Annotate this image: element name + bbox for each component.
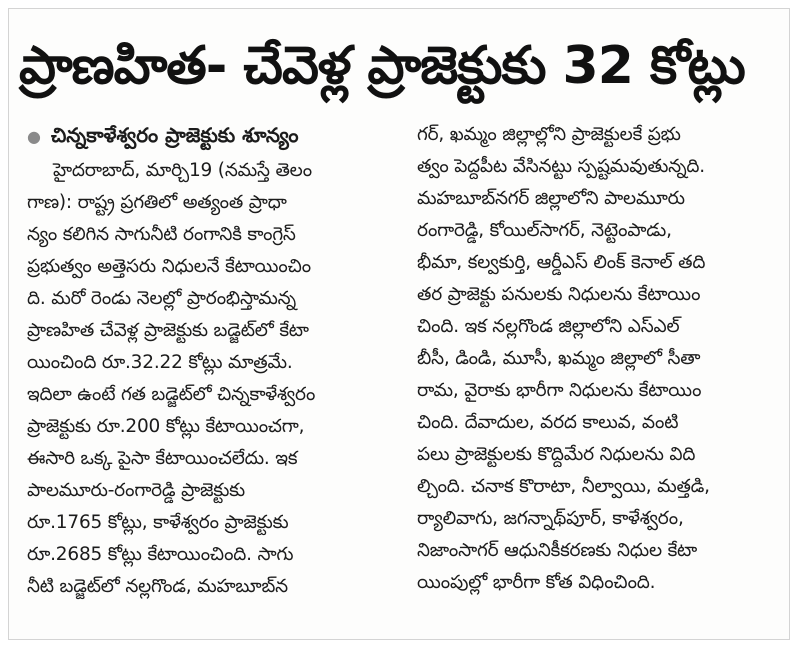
body-line: పాలమూరు-రంగారెడ్డి ప్రాజెక్టుకు — [27, 480, 246, 501]
bullet-icon: ● — [27, 127, 41, 146]
body-line: నీటి బడ్జెట్‌లో నల్లగొండ, మహబూబ్‌న — [27, 576, 288, 597]
column-left — [27, 119, 402, 603]
body-line: యించింది రూ.32.22 కోట్లు మాత్రమే. — [27, 352, 293, 373]
body-line: చింది. దేవాదుల, వరద కాలువ, వంటి — [417, 412, 679, 433]
body-line: గాణ): రాష్ట్ర ప్రగతిలో అత్యంత ప్రాధా — [27, 192, 287, 213]
article-columns — [9, 113, 791, 633]
body-line: గర్, ఖమ్మం జిల్లాల్లోని ప్రాజెక్టులకే ప్రభు — [417, 124, 681, 145]
body-line: ప్రాజెక్టుకు రూ.200 కోట్లు కేటాయించగా, — [27, 416, 305, 437]
body-line: ల్చింది. చనాక కొరాటా, నీల్వాయి, మత్తడి, — [417, 476, 710, 497]
body-line: చింది. ఇక నల్లగొండ జిల్లాలోని ఎస్‌ఎల్ — [417, 316, 680, 337]
right-body — [417, 119, 775, 599]
body-line: త్వం పెద్దపీట వేసినట్టు స్పష్టమవుతున్నది. — [417, 156, 705, 177]
subheading — [27, 119, 402, 151]
body-line: ప్రభుత్వం అత్తెసరు నిధులనే కేటాయించిం — [27, 256, 311, 277]
body-line: మహబూబ్‌నగర్ జిల్లాలోని పాలమూరు — [417, 188, 685, 209]
body-line: రూ.1765 కోట్లు, కాళేశ్వరం ప్రాజెక్టుకు — [27, 512, 289, 533]
left-body — [27, 155, 402, 603]
body-line: బీసీ, డిండి, మూసీ, ఖమ్మం జిల్లాలో సీతా — [417, 348, 701, 369]
body-line: ర్యాలివాగు, జగన్నాథ్‌పూర్, కాళేశ్వరం, — [417, 508, 684, 529]
body-line: రంగారెడ్డి, కోయిల్‌సాగర్, నెట్టెంపాడు, — [417, 220, 672, 241]
column-right — [417, 119, 775, 599]
body-line: తర ప్రాజెక్టు పనులకు నిధులను కేటాయిం — [417, 284, 701, 305]
body-line: ఈసారి ఒక్క పైసా కేటాయించలేదు. ఇక — [27, 448, 298, 469]
body-line: ప్రాణహిత చేవెళ్ల ప్రాజెక్టుకు బడ్జెట్‌లో కేటా — [27, 320, 309, 341]
body-line: రూ.2685 కోట్లు కేటాయించింది. సాగు — [27, 544, 294, 565]
body-line: భీమా, కల్వకుర్తి, ఆర్డీఎస్ లింక్ కెనాల్ తది — [417, 252, 706, 273]
body-line: నిజాంసాగర్ ఆధునికీకరణకు నిధుల కేటా — [417, 540, 698, 561]
body-line: పలు ప్రాజెక్టులకు కొద్దిమేర నిధులను విది — [417, 444, 696, 465]
body-line: ఇదిలా ఉంటే గత బడ్జెట్‌లో చిన్నకాళేశ్వరం — [27, 384, 316, 405]
newspaper-clipping — [8, 8, 790, 640]
body-line: ది. మరో రెండు నెలల్లో ప్రారంభిస్తామన్న — [27, 288, 296, 309]
body-line: హైదరాబాద్, మార్చి19 (నమస్తే తెలం — [53, 160, 312, 181]
subheading-text: చిన్నకాళేశ్వరం ప్రాజెక్టుకు శూన్యం — [50, 123, 299, 147]
body-line: న్యం కలిగిన సాగునీటి రంగానికి కాంగ్రెస్ — [27, 224, 296, 245]
body-line: రామ, వైరాకు భారీగా నిధులను కేటాయిం — [417, 380, 702, 401]
headline: ప్రాణహిత- చేవెళ్ల ప్రాజెక్టుకు 32 కోట్లు — [19, 36, 745, 96]
body-line: యింపుల్లో భారీగా కోత విధించింది. — [417, 572, 656, 593]
